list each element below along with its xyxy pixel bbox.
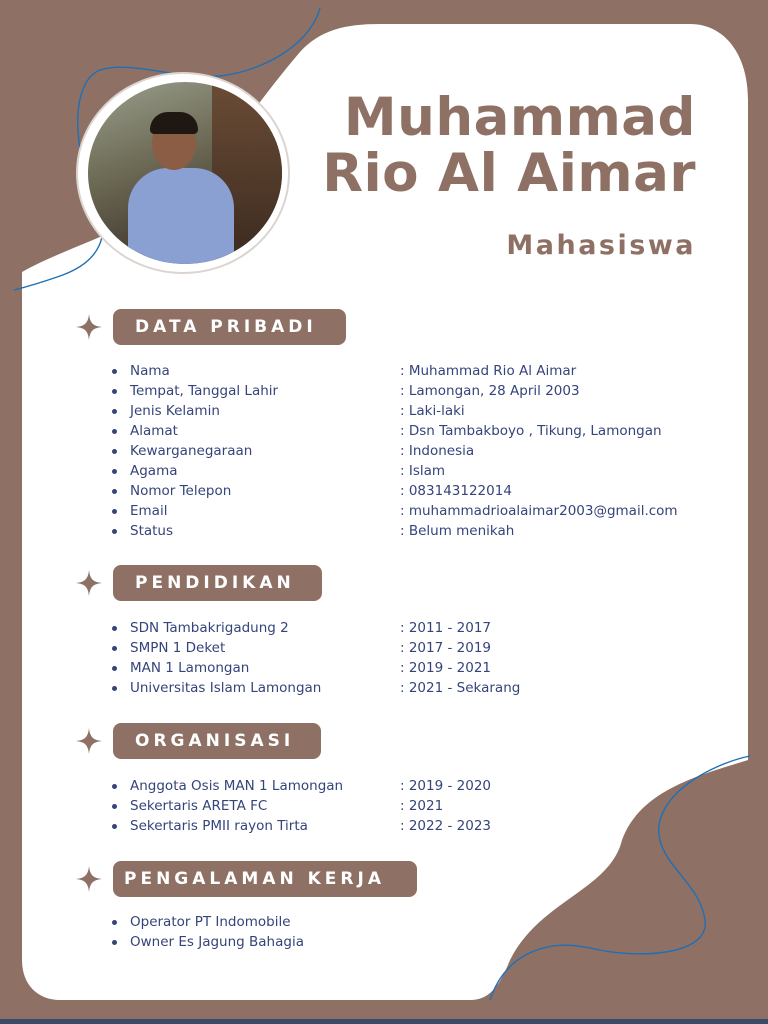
item-key: SMPN 1 Deket — [130, 640, 226, 656]
bullet-icon — [112, 389, 117, 394]
full-name — [276, 87, 696, 204]
item-value: : Islam — [400, 463, 446, 479]
item-value: : 083143122014 — [400, 483, 512, 499]
item-key: Sekertaris PMII rayon Tirta — [130, 818, 308, 834]
bullet-icon — [112, 449, 117, 454]
bullet-icon — [112, 626, 117, 631]
email-link[interactable]: : muhammadrioalaimar2003@gmail.com — [400, 503, 678, 519]
item-key: Agama — [130, 463, 178, 479]
sparkle-icon — [76, 314, 102, 340]
bullet-icon — [112, 784, 117, 789]
list-item — [112, 381, 732, 401]
list-item — [112, 678, 732, 698]
item-value: : 2022 - 2023 — [400, 818, 492, 834]
item-value: : Laki-laki — [400, 403, 465, 419]
bullet-icon — [112, 409, 117, 414]
profile-photo — [88, 82, 282, 264]
section-title-data-pribadi: DATA PRIBADI — [113, 309, 346, 345]
bullet-icon — [112, 686, 117, 691]
list-item — [112, 796, 732, 816]
list-item — [112, 361, 732, 381]
item-key: Status — [130, 523, 174, 539]
item-key: Jenis Kelamin — [130, 403, 220, 419]
bullet-icon — [112, 429, 117, 434]
item-value: : Dsn Tambakboyo , Tikung, Lamongan — [400, 423, 662, 439]
section-header-data-pribadi — [76, 309, 348, 345]
list-item — [112, 501, 732, 521]
list-item — [112, 638, 732, 658]
list-item — [112, 521, 732, 541]
item-key: Alamat — [130, 423, 178, 439]
item-value: : Indonesia — [400, 443, 475, 459]
name-line-1: Muhammad — [343, 87, 696, 148]
item-key: Universitas Islam Lamongan — [130, 680, 322, 696]
item-value: : 2019 - 2020 — [400, 778, 492, 794]
section-header-organisasi — [76, 723, 322, 759]
item-key: Operator PT Indomobile — [130, 914, 291, 930]
bullet-icon — [112, 666, 117, 671]
section-title-pendidikan: PENDIDIKAN — [113, 565, 322, 601]
item-key: Kewarganegaraan — [130, 443, 253, 459]
role-title: Mahasiswa — [506, 230, 696, 261]
section-title-organisasi: ORGANISASI — [113, 723, 321, 759]
section-header-pendidikan — [76, 565, 326, 601]
sparkle-icon — [76, 866, 102, 892]
item-key: Anggota Osis MAN 1 Lamongan — [130, 778, 344, 794]
sparkle-icon — [76, 728, 102, 754]
list-pengalaman-kerja — [112, 912, 732, 952]
photo-shirt — [128, 168, 234, 264]
item-value: : 2021 — [400, 798, 444, 814]
item-value: : Lamongan, 28 April 2003 — [400, 383, 580, 399]
bullet-icon — [112, 824, 117, 829]
list-item — [112, 481, 732, 501]
item-value: : 2017 - 2019 — [400, 640, 492, 656]
list-item — [112, 912, 732, 932]
bullet-icon — [112, 940, 117, 945]
item-key: Email — [130, 503, 168, 519]
list-item — [112, 932, 732, 952]
name-line-2: Rio Al Aimar — [322, 143, 696, 204]
section-header-pengalaman-kerja — [76, 861, 418, 897]
sparkle-icon — [76, 570, 102, 596]
item-value: : 2011 - 2017 — [400, 620, 492, 636]
item-key: SDN Tambakrigadung 2 — [130, 620, 289, 636]
bullet-icon — [112, 369, 117, 374]
item-value: : 2019 - 2021 — [400, 660, 492, 676]
item-value: : 2021 - Sekarang — [400, 680, 521, 696]
bullet-icon — [112, 646, 117, 651]
list-item — [112, 816, 732, 836]
item-key: MAN 1 Lamongan — [130, 660, 250, 676]
item-key: Sekertaris ARETA FC — [130, 798, 268, 814]
item-key: Owner Es Jagung Bahagia — [130, 934, 304, 950]
bullet-icon — [112, 920, 117, 925]
bullet-icon — [112, 489, 117, 494]
list-pendidikan — [112, 618, 732, 698]
list-item — [112, 401, 732, 421]
list-item — [112, 618, 732, 638]
list-item — [112, 461, 732, 481]
list-organisasi — [112, 776, 732, 836]
section-title-pengalaman-kerja: PENGALAMAN KERJA — [113, 861, 417, 897]
list-item — [112, 658, 732, 678]
item-key: Nomor Telepon — [130, 483, 232, 499]
bullet-icon — [112, 529, 117, 534]
item-value: : Belum menikah — [400, 523, 515, 539]
bottom-strip — [0, 1019, 768, 1024]
item-key: Nama — [130, 363, 170, 379]
list-item — [112, 441, 732, 461]
list-item — [112, 776, 732, 796]
photo-hair — [150, 112, 198, 134]
bullet-icon — [112, 469, 117, 474]
bullet-icon — [112, 804, 117, 809]
list-data-pribadi — [112, 361, 732, 541]
item-value: : Muhammad Rio Al Aimar — [400, 363, 577, 379]
item-key: Tempat, Tanggal Lahir — [130, 383, 279, 399]
bullet-icon — [112, 509, 117, 514]
list-item — [112, 421, 732, 441]
